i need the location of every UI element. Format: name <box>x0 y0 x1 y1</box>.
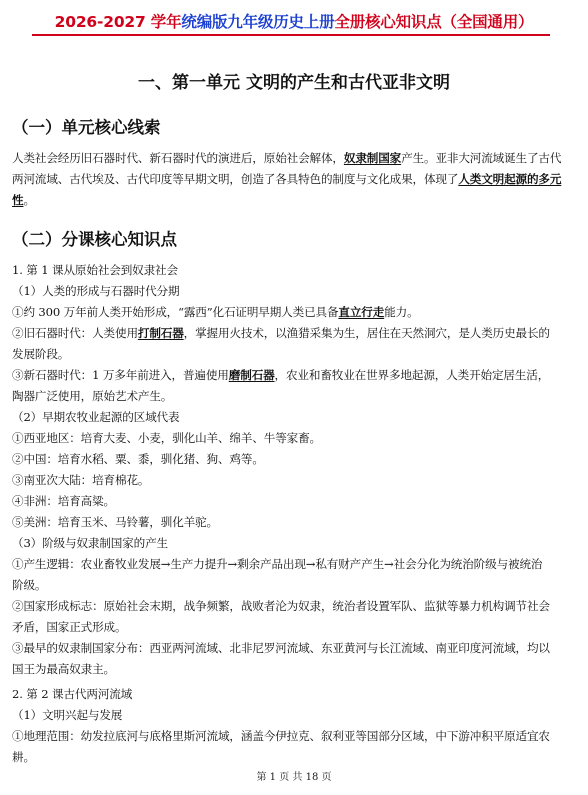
region-americas: ⑤美洲：培育玉米、马铃薯，驯化羊驼。 <box>12 515 218 529</box>
item-neolithic-cont: 陶器广泛使用，原始艺术产生。 <box>12 389 173 403</box>
region-china: ②中国：培育水稻、粟、黍，驯化猪、狗、鸡等。 <box>12 452 264 466</box>
subsection-4: （1）文明兴起与发展 <box>12 708 123 722</box>
item-paleolithic-cont: 发展阶段。 <box>12 347 70 361</box>
title-scope: 全册核心知识点（全国通用） <box>334 13 534 31</box>
page-number: 第 1 页 共 18 页 <box>256 772 332 783</box>
section-clues-paragraph: 人类社会经历旧石器时代、新石器时代的演进后，原始社会解体，奴隶制国家产生。亚非大河流域诞生了古代两河流域、古代埃及、古代印度等早期文明，创造了各具特色的制度与文化成果，体现了人类文明起源的多元性。 <box>12 151 562 207</box>
keyword-upright-walking: 直立行走 <box>338 305 385 319</box>
unit-title: 一、第一单元 文明的产生和古代亚非文明 <box>138 73 450 93</box>
title-year: 2026-2027 学年 <box>54 13 182 31</box>
keyword-slave-state: 奴隶制国家 <box>343 151 402 165</box>
title-underline <box>32 34 550 36</box>
section-heading-knowledge: （二）分课核心知识点 <box>12 230 177 249</box>
class-logic: ①产生逻辑：农业畜牧业发展→生产力提升→剩余产品出现→私有财产产生→社会分化为统治阶级与被统治 <box>12 557 543 571</box>
subsection-1: （1）人类的形成与石器时代分期 <box>12 284 180 298</box>
document-title <box>18 8 570 36</box>
geography-scope: ①地理范围：幼发拉底河与底格里斯河流域，涵盖今伊拉克、叙利亚等国部分区域，中下游冲积平原适宜农 <box>12 729 550 743</box>
region-south-asia: ③南亚次大陆：培育棉花。 <box>12 473 150 487</box>
lesson-1-title: 1. 第 1 课从原始社会到奴隶社会 <box>12 263 178 277</box>
state-formation: ②国家形成标志：原始社会末期，战争频繁，战败者沦为奴隶，统治者设置军队、监狱等暴力机构调节社会 <box>12 599 550 613</box>
class-logic-cont: 阶级。 <box>12 578 47 592</box>
state-formation-cont: 矛盾，国家正式形成。 <box>12 620 127 634</box>
region-africa: ④非洲：培育高粱。 <box>12 494 115 508</box>
keyword-diversity: 人类文明起源的多元性 <box>12 172 562 207</box>
subsection-2: （2）早期农牧业起源的区域代表 <box>12 410 180 424</box>
keyword-chipped-stone: 打制石器 <box>137 326 184 340</box>
section-heading-clues: （一）单元核心线索 <box>12 118 161 137</box>
subsection-3: （3）阶级与奴隶制国家的产生 <box>12 536 168 550</box>
region-west-asia: ①西亚地区：培育大麦、小麦，驯化山羊、绵羊、牛等家畜。 <box>12 431 321 445</box>
item-paleolithic: ②旧石器时代：人类使用打制石器，掌握用火技术，以渔猎采集为生，居住在天然洞穴，是人类历史最长的 <box>12 326 550 340</box>
lesson-2-title: 2. 第 2 课古代两河流域 <box>12 687 133 701</box>
item-human-origin: ①约 300 万年前人类开始形成，“露西”化石证明早期人类已具备直立行走能力。 <box>12 305 419 319</box>
earliest-states: ③最早的奴隶制国家分布：西亚两河流域、北非尼罗河流域、东亚黄河与长江流域、南亚印度河流域，均以 <box>12 641 550 655</box>
title-textbook: 统编版九年级历史上册 <box>181 13 335 31</box>
earliest-states-cont: 国王为最高奴隶主。 <box>12 662 115 676</box>
geography-scope-cont: 耕。 <box>12 750 35 764</box>
item-neolithic: ③新石器时代：1 万多年前进入，普遍使用磨制石器，农业和畜牧业在世界多地起源，人类开始定居生活， <box>12 368 550 382</box>
keyword-polished-stone: 磨制石器 <box>228 368 275 382</box>
